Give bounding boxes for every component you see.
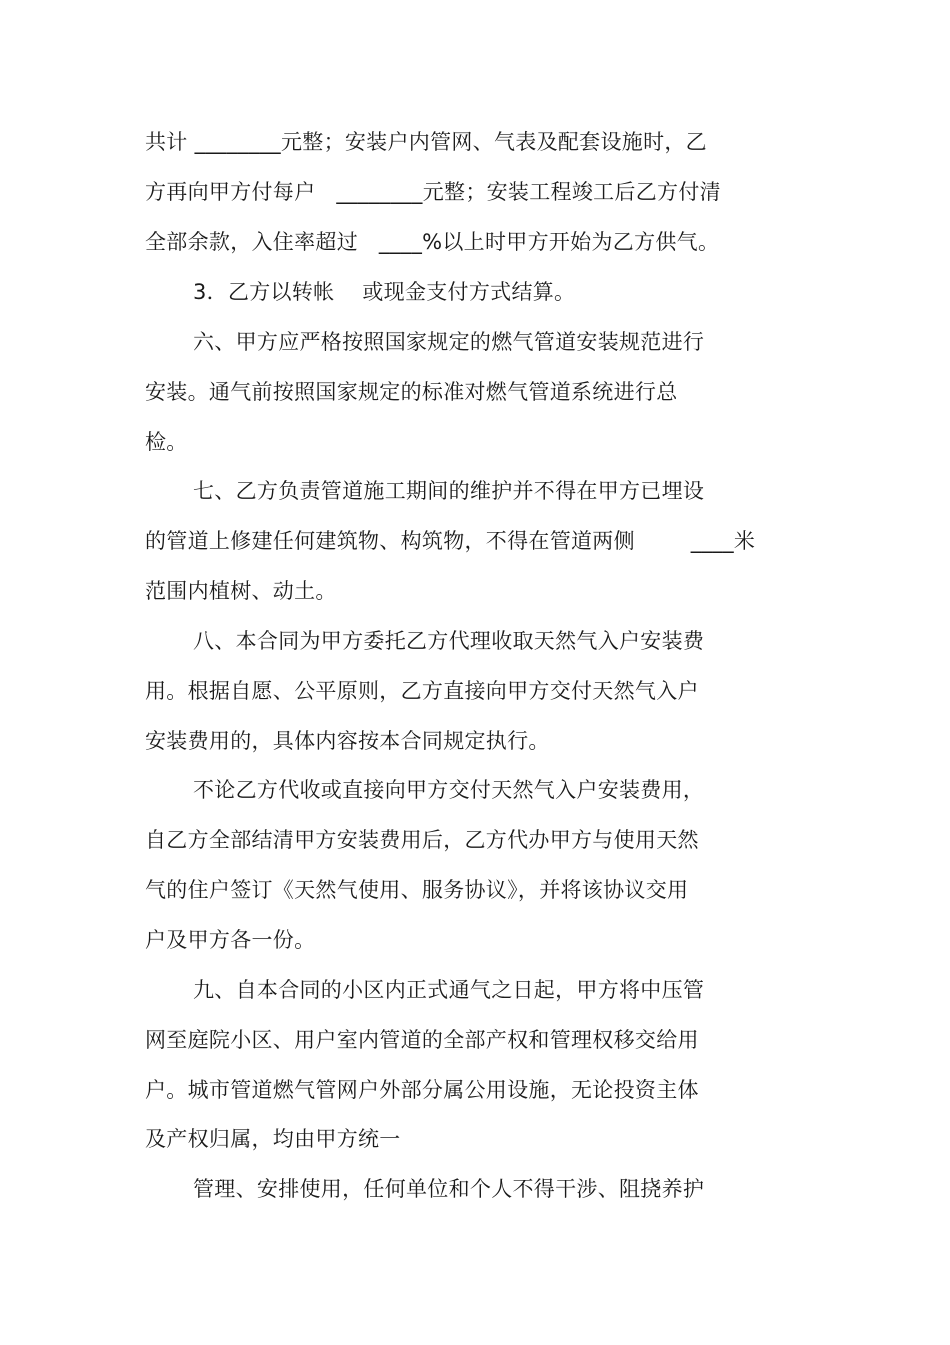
text-line: 九、自本合同的小区内正式通气之日起，甲方将中压管 bbox=[193, 978, 705, 1002]
text-line: 户。城市管道燃气管网户外部分属公用设施，无论投资主体 bbox=[145, 1078, 699, 1102]
text-line: 六、甲方应严格按照国家规定的燃气管道安装规范进行 bbox=[193, 330, 705, 354]
text-line: 安装。通气前按照国家规定的标准对燃气管道系统进行总 bbox=[145, 380, 678, 404]
text-line: 户及甲方各一份。 bbox=[145, 928, 316, 952]
text-line: 范围内植树、动土。 bbox=[145, 579, 337, 603]
text-line: 及产权归属，均由甲方统一 bbox=[145, 1127, 401, 1151]
text-line: 的管道上修建任何建筑物、构筑物，不得在管道两侧 ____米 bbox=[145, 529, 756, 553]
text-line: 共计 ________元整；安装户内管网、气表及配套设施时，乙 bbox=[145, 130, 707, 154]
text-line: 方再向甲方付每户 ________元整；安装工程竣工后乙方付清 bbox=[145, 180, 721, 204]
text-line: 八、本合同为甲方委托乙方代理收取天然气入户安装费 bbox=[193, 629, 705, 653]
text-line: 管理、安排使用，任何单位和个人不得干涉、阻挠养护 bbox=[193, 1177, 705, 1201]
text-line: 全部余款，入住率超过 ____%以上时甲方开始为乙方供气。 bbox=[145, 230, 720, 254]
text-line: 不论乙方代收或直接向甲方交付天然气入户安装费用， bbox=[193, 778, 705, 802]
text-line: 七、乙方负责管道施工期间的维护并不得在甲方已埋设 bbox=[193, 479, 705, 503]
text-line: 检。 bbox=[145, 430, 188, 454]
text-line: 气的住户签订《天然气使用、服务协议》，并将该协议交用 bbox=[145, 878, 689, 902]
text-line: 安装费用的，具体内容按本合同规定执行。 bbox=[145, 729, 550, 753]
text-line: 自乙方全部结清甲方安装费用后，乙方代办甲方与使用天然 bbox=[145, 828, 699, 852]
text-line: 用。根据自愿、公平原则，乙方直接向甲方交付天然气入户 bbox=[145, 679, 699, 703]
text-line: 网至庭院小区、用户室内管道的全部产权和管理权移交给用 bbox=[145, 1028, 699, 1052]
text-line: 3．乙方以转帐 或现金支付方式结算。 bbox=[193, 280, 576, 304]
